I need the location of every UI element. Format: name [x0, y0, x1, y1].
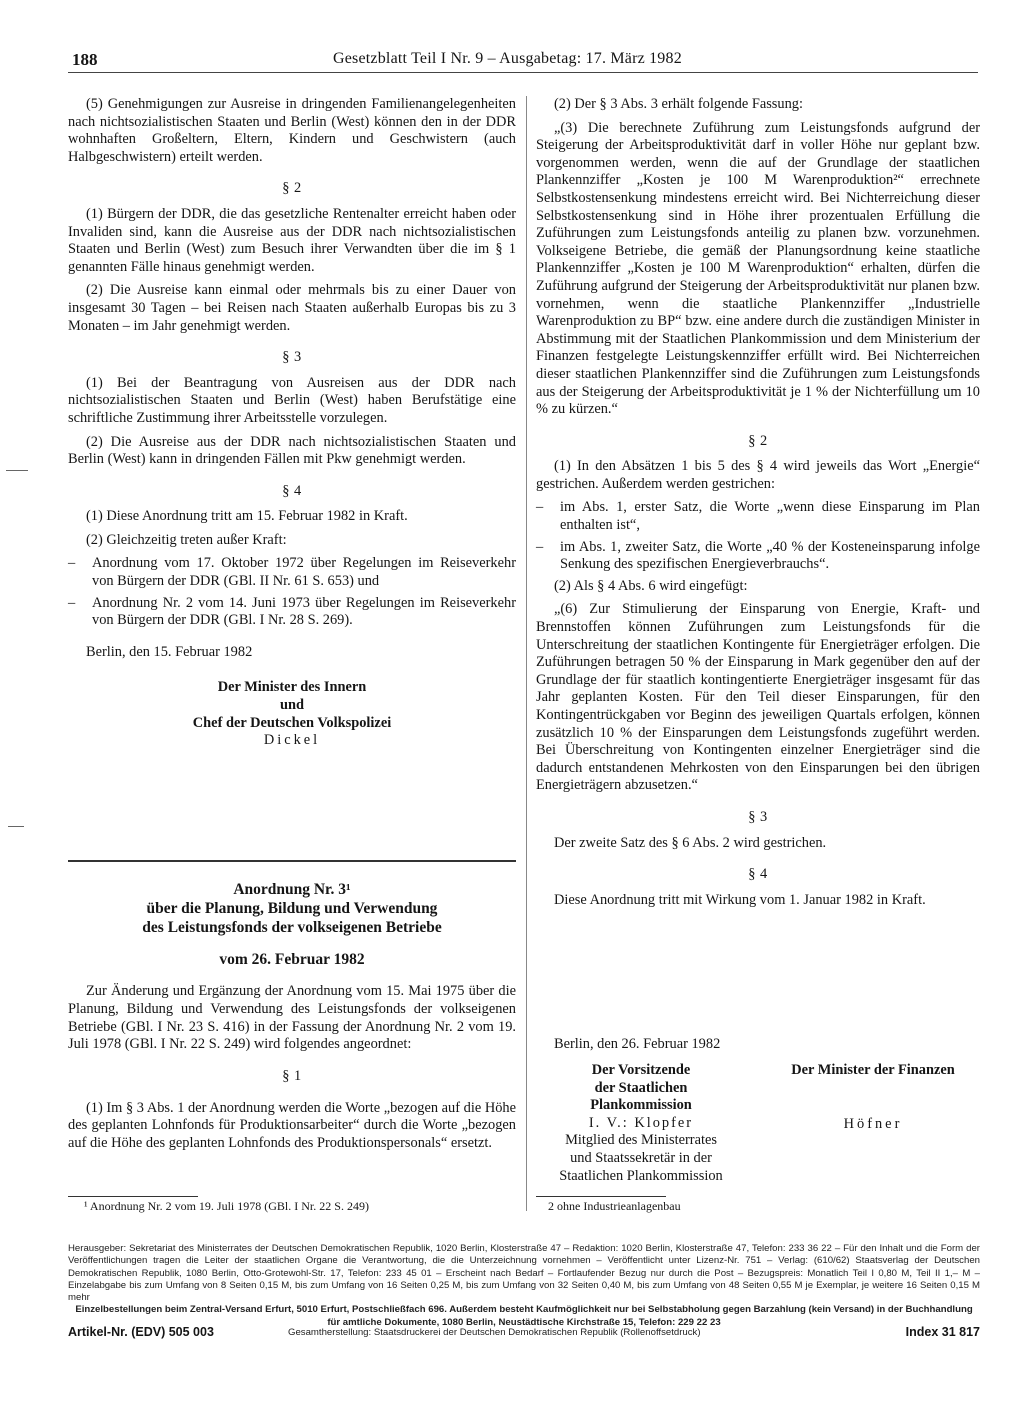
- right-column: [536, 96, 980, 915]
- footnote-2: 2 ohne Industrieanlagenbau: [548, 1199, 681, 1213]
- section-2-paragraph-2: (2) Die Ausreise kann einmal oder mehrmals bis zu einer Dauer von insgesamt 30 Tagen – bei Reisen nach Staaten außerhalb Europas bis zu 3 Monaten – im Jahr genehmigt werden.: [68, 282, 516, 334]
- section-rule: [68, 860, 516, 862]
- ordinance-section-1-paragraph-1: (1) Im § 3 Abs. 1 der Anordnung werden die Worte „bezogen auf die Höhe des geplanten Lohnfonds für Produktionsarbeiter“ durch die Worte „bezogen auf die Höhe des geplanten Lohnfonds des Produktionspersonals“ ersetzt.: [68, 1099, 516, 1151]
- footnote-1: ¹ Anordnung Nr. 2 vom 19. Juli 1978 (GBl. I Nr. 22 S. 249): [84, 1199, 369, 1213]
- section-3-paragraph-2: (2) Die Ausreise aus der DDR nach nichtsozialistischen Staaten und Berlin (West) kann in dringenden Fällen mit Pkw genehmigt werden.: [68, 433, 516, 468]
- section-3-paragraph-1: (1) Bei der Beantragung von Ausreisen aus der DDR nach nichtsozialistischen Staaten und Berlin (West) haben Berufstätige eine schriftliche Zustimmung ihrer Arbeitsstelle vorzulegen.: [68, 374, 516, 426]
- imprint-orders: Einzelbestellungen beim Zentral-Versand Erfurt, 5010 Erfurt, Postschließfach 696. Außerdem besteht Kaufmöglichkeit nur bei Selbstabholung gegen Barzahlung (kein Versand) in der Buchhandlung für amtliche Dokumente, 1080 Berlin, Neustädtische Kirchstraße 15, Telefon: 229 22 23: [75, 1304, 973, 1328]
- sig-a-title-1: Der Vorsitzende: [591, 1062, 691, 1078]
- paragraph-5: (5) Genehmigungen zur Ausreise in dringenden Familienangelegenheiten nach nichtsozialistischen Staaten und Berlin (West) können den in der DDR wohnhaften Großeltern, Eltern, Kindern und Geschwistern (auch Halbgeschwistern) erteilt werden.: [68, 96, 516, 165]
- imprint: [68, 1243, 980, 1329]
- ordinance-title-line-1: Anordnung Nr. 3¹: [233, 881, 351, 898]
- section-4-paragraph-1: (1) Diese Anordnung tritt am 15. Februar 1982 in Kraft.: [86, 508, 408, 525]
- signatory-title-line-2: und: [279, 697, 304, 714]
- ordinance-title-line-3: des Leistungsfonds der volkseigenen Betriebe: [142, 919, 442, 936]
- sig-b-name: Höfner: [843, 1115, 903, 1132]
- sig-a-name: I. V.: Klopfer: [588, 1114, 694, 1131]
- right-place-date: Berlin, den 26. Februar 1982: [554, 1036, 721, 1052]
- sig-a-title-2: der Staatlichen: [594, 1079, 688, 1096]
- page-header: [68, 50, 978, 73]
- section-heading-2: § 2: [282, 180, 302, 197]
- sig-b-title: Der Minister der Finanzen: [791, 1062, 955, 1078]
- section-4-paragraph-2: (2) Gleichzeitig treten außer Kraft:: [86, 531, 287, 548]
- margin-mark: [8, 826, 24, 827]
- repealed-item-1: – Anordnung vom 17. Oktober 1972 über Regelungen im Reiseverkehr von Bürgern der DDR (GBl. II Nr. 61 S. 653) und: [68, 555, 516, 590]
- index-number: Index 31 817: [905, 1325, 980, 1339]
- ordinance-block: [68, 880, 516, 1159]
- right-section-heading-3: § 3: [748, 808, 768, 825]
- sig-a-role-3: Staatlichen Plankommission: [559, 1167, 723, 1184]
- section-heading-4: § 4: [282, 482, 302, 499]
- paragraph-2-quote: „(3) Die berechnete Zuführung zum Leistungsfonds aufgrund der Steigerung der Arbeitsproduktivität darf in voller Höhe nur geplant bzw. vorgenommen werden, wenn die auf der Grundlage der staatlichen Plankennziffer „Kosten je 100 M Warenproduktion²“ errechnete Selbstkostensenkung mindestens erreicht wird. Bei Nichterreichung dieser Selbstkostensenkung sind in Höhe ihrer prozentualen Erfüllung die Zuführungen zum Leistungsfonds anteilig zu planen bzw. vorzunehmen. Volkseigene Betriebe, die gemäß der Planungsordnung keine staatliche Plankennziffer „Kosten je 100 M Warenproduktion“ erhalten, dürfen die Zuführung aufgrund der Steigerung der Arbeitsproduktivität nur planen bzw. vornehmen, wenn die staatliche Plankennziffer „Industrielle Warenproduktion zu BP“ bzw. eine andere durch die zuständigen Minister in Abstimmung mit der Staatlichen Plankommission und dem Ministerium der Finanzen festgelegte Leistungskennziffer erfüllt wird. Bei Nichterreichen dieser staatlichen Plankennziffer sind die Zuführungen zum Leistungsfonds aus der Steigerung der Arbeitsproduktivität je 1 % der Nichterfüllung um 10 % zu kürzen.“: [536, 119, 980, 418]
- place-date: Berlin, den 15. Februar 1982: [86, 643, 253, 660]
- article-number: Artikel-Nr. (EDV) 505 003: [68, 1325, 214, 1339]
- right-section-3-paragraph-1: Der zweite Satz des § 6 Abs. 2 wird gestrichen.: [554, 834, 827, 851]
- ordinance-intro: Zur Änderung und Ergänzung der Anordnung vom 15. Mai 1975 über die Planung, Bildung und Verwendung des Leistungsfonds der volkseigenen Betriebe (GBl. I Nr. 23 S. 416) in der Fassung der Anordnung Nr. 2 vom 19. Juli 1978 (GBl. I Nr. 22 S. 249) wird folgendes angeordnet:: [68, 983, 516, 1053]
- footnote-rule-right: [536, 1196, 666, 1197]
- running-title: Gesetzblatt Teil I Nr. 9 – Ausgabetag: 17. März 1982: [333, 50, 682, 67]
- signature-plankommission: [536, 1062, 746, 1185]
- right-section-4-paragraph-1: Diese Anordnung tritt mit Wirkung vom 1. Januar 1982 in Kraft.: [554, 891, 926, 908]
- ordinance-section-heading-1: § 1: [282, 1067, 302, 1084]
- sig-a-role-2: und Staatssekretär in der: [570, 1149, 712, 1166]
- repealed-item-2: – Anordnung Nr. 2 vom 14. Juni 1973 über Regelungen im Reiseverkehr von Bürgern der DDR (GBl. I Nr. 28 S. 269).: [68, 595, 516, 630]
- paragraph-2-intro: (2) Der § 3 Abs. 3 erhält folgende Fassung:: [554, 96, 803, 112]
- ordinance-title-line-2: über die Planung, Bildung und Verwendung: [146, 900, 438, 917]
- sig-a-title-3: Plankommission: [590, 1097, 692, 1114]
- printer-credit: Gesamtherstellung: Staatsdruckerei der Deutschen Demokratischen Republik (Rollenoffsetdruck): [288, 1327, 701, 1338]
- page-number: 188: [72, 50, 98, 69]
- imprint-footer: [68, 1325, 980, 1341]
- right-section-2-quote: „(6) Zur Stimulierung der Einsparung von Energie, Kraft- und Brennstoffen können Zuführungen zum Leistungsfonds für die Unterschreitung der staatlichen Kontingente für Energieträger erfolgen. Die Zuführungen betragen 50 % der Einsparung in Mark gegenüber den auf der Grundlage der für staatlich kontingentierte Energieträger insgesamt für das Jahr geplanten Kosten. Für den Teil dieser Einsparungen, für den Kontingentrückgaben vor Beginn des jeweiligen Quartals erfolgen, können zusätzlich 10 % der Einsparungen dem Leistungsfonds zugeführt werden. Bei Überschreitung von Kontingenten einzelner Energieträger sind die dadurch entstandenen Mehrkosten von den Einsparungen bei den übrigen Energieträgern abzusetzen.“: [536, 601, 980, 794]
- signatory-name: Dickel: [263, 732, 321, 749]
- margin-mark: [6, 470, 28, 471]
- deleted-item-1: – im Abs. 1, erster Satz, die Worte „wenn diese Einsparung im Plan enthalten ist“,: [536, 499, 980, 534]
- signature-finanzen: [766, 1062, 980, 1133]
- signatory-title-line-1: Der Minister des Innern: [217, 679, 367, 696]
- deleted-item-2: – im Abs. 1, zweiter Satz, die Worte „40 % der Kosteneinsparung infolge Senkung des spezifischen Energieverbrauchs“.: [536, 539, 980, 574]
- section-2-paragraph-1: (1) Bürgern der DDR, die das gesetzliche Rentenalter erreicht haben oder Invaliden sind, kann die Ausreise aus der DDR nach nichtsozialistischen Staaten und Berlin (West) zum Besuch ihrer Verwandten über die im § 1 genannten Fälle hinaus genehmigt werden.: [68, 205, 516, 275]
- ordinance-date: vom 26. Februar 1982: [219, 951, 365, 968]
- right-signature-block: [536, 1036, 980, 1184]
- sig-a-role-1: Mitglied des Ministerrates: [565, 1132, 717, 1149]
- column-divider: [526, 96, 527, 1211]
- right-section-heading-2: § 2: [748, 432, 768, 449]
- signatory-title-line-3: Chef der Deutschen Volkspolizei: [192, 714, 392, 731]
- imprint-publisher: Herausgeber: Sekretariat des Ministerrates der Deutschen Demokratischen Republik, 1020 Berlin, Klosterstraße 47 – Redaktion: 1020 Berlin, Klosterstraße 47, Telefon: 233 36 22 – Für den Inhalt und die Form der Veröffentlichungen tragen die Leiter der staatlichen Organe die Verantwortung, die die Unterzeichnung vornehmen – Veröffentlicht unter Lizenz-Nr. 751 – Verlag: (610/62) Staatsverlag der Deutschen Demokratischen Republik, 1080 Berlin, Otto-Grotewohl-Str. 17, Telefon: 233 45 01 – Erscheint nach Bedarf – Fortlaufender Bezug nur durch die Post – Bezugspreis: Monatlich Teil I 0,80 M, Teil II 1,– M – Einzelabgabe bis zum Umfang von 8 Seiten 0,15 M, bis zum Umfang von 16 Seiten 0,25 M, bis zum Umfang von 32 Seiten 0,40 M, bis zum Umfang von 48 Seiten 0,55 M je Exemplar, je weitere 16 Seiten 0,15 M mehr: [68, 1243, 980, 1304]
- footnote-rule-left: [68, 1196, 198, 1197]
- right-section-2-paragraph-2: (2) Als § 4 Abs. 6 wird eingefügt:: [554, 577, 748, 594]
- left-column: [68, 96, 516, 750]
- right-section-heading-4: § 4: [748, 866, 768, 883]
- right-section-2-paragraph-1: (1) In den Absätzen 1 bis 5 des § 4 wird jeweils das Wort „Energie“ gestrichen. Außerdem werden gestrichen:: [536, 458, 980, 492]
- section-heading-3: § 3: [282, 349, 302, 366]
